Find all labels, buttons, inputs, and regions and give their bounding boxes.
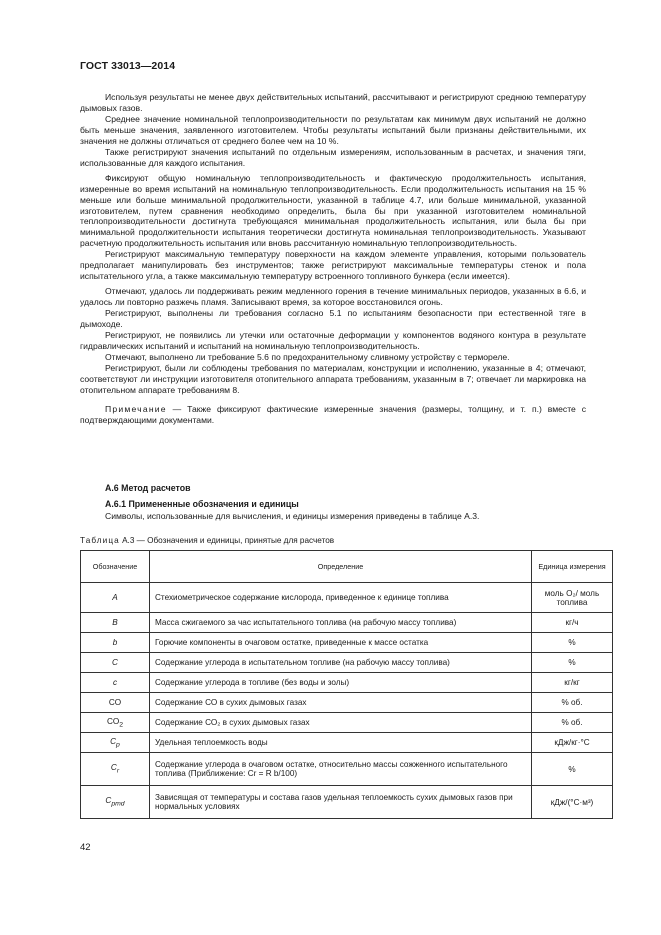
- section-paragraph: Символы, использованные для вычисления, и единицы измерения приведены в таблице А.3.: [105, 511, 480, 521]
- header-definition: Определение: [150, 551, 532, 583]
- cell-definition: Стехиометрическое содержание кислорода, приведенное к единице топлива: [150, 583, 532, 613]
- cell-definition: Горючие компоненты в очаговом остатке, приведенные к массе остатка: [150, 633, 532, 653]
- table-body: [81, 583, 613, 819]
- symbol-text: CO: [106, 716, 120, 726]
- table-caption-label: Таблица: [80, 536, 120, 545]
- paragraph: Регистрируют, были ли соблюдены требования по материалам, конструкции и исполнению, указанные в 4; отмечают, соответствуют ли инструкции изготовителя отопительного аппарата требованиям, указанным в 7; отвечает ли маркировка на отопительном аппарате требованиям 8.: [80, 362, 586, 395]
- cell-unit: % об.: [532, 713, 613, 733]
- cell-definition: Содержание СО в сухих дымовых газах: [150, 693, 532, 713]
- cell-definition: Содержание углерода в очаговом остатке, относительно массы сожженного испытательного топлива (Приближение: Cr = R b/100): [150, 753, 532, 786]
- table-caption-text: А.3 — Обозначения и единицы, принятые для расчетов: [119, 536, 335, 545]
- note-label: Примечание: [105, 403, 167, 414]
- cell-unit: кг/ч: [532, 613, 613, 633]
- subsection-title: А.6.1 Примененные обозначения и единицы: [105, 499, 299, 509]
- cell-definition: Масса сжигаемого за час испытательного топлива (на рабочую массу топлива): [150, 613, 532, 633]
- symbol-text: CO: [108, 698, 122, 707]
- note-text: — Также фиксируют фактические измеренные значения (размеры, толщину, и т. п.) вместе с подтверждающими документами.: [80, 403, 586, 425]
- table-row: [81, 713, 613, 733]
- cell-definition: Содержание углерода в топливе (без воды и золы): [150, 673, 532, 693]
- cell-symbol: [81, 753, 150, 786]
- cell-definition: Содержание углерода в испытательном топливе (на рабочую массу топлива): [150, 653, 532, 673]
- symbol-text: c: [112, 678, 118, 687]
- table-header-row: [81, 551, 613, 583]
- table-row: [81, 786, 613, 819]
- paragraph: Регистрируют, выполнены ли требования согласно 5.1 по испытаниям безопасности при естественной тяге в дымоходе.: [80, 308, 586, 330]
- table-row: [81, 693, 613, 713]
- cell-unit: %: [532, 633, 613, 653]
- table-row: [81, 653, 613, 673]
- document-header: ГОСТ 33013—2014: [80, 60, 176, 72]
- cell-symbol: [81, 653, 150, 673]
- cell-unit: моль О₂/ моль топлива: [532, 583, 613, 613]
- symbol-text: C: [112, 658, 118, 667]
- symbol-text: C: [110, 736, 117, 746]
- symbol-subscript: r: [116, 767, 120, 775]
- symbol-text: B: [112, 618, 118, 627]
- paragraph: Также регистрируют значения испытаний по отдельным измерениям, использованным в расчетах, и значения тяги, использованные для каждого испытания.: [80, 146, 586, 168]
- symbol-subscript: 2: [119, 721, 124, 729]
- paragraph: Регистрируют максимальную температуру поверхности на каждом элементе управления, которыми пользователь предполагает манипулировать без инструментов; также регистрируют максимальные температуры стенок и пола испытательного угла, а также максимальную температуру встроенного топливного бункера (если имеется).: [80, 249, 586, 282]
- symbols-table: [80, 550, 613, 819]
- cell-unit: % об.: [532, 693, 613, 713]
- page-number: 42: [80, 842, 91, 853]
- table-row: [81, 583, 613, 613]
- table-row: [81, 753, 613, 786]
- cell-symbol: [81, 673, 150, 693]
- body-text: [80, 92, 586, 426]
- paragraph: Регистрируют, не появились ли утечки или остаточные деформации у компонентов водяного контура в результате гидравлических испытаний и испытаний на номинальную теплопроизводительность.: [80, 330, 586, 351]
- cell-symbol: [81, 733, 150, 753]
- cell-unit: кг/кг: [532, 673, 613, 693]
- cell-unit: %: [532, 653, 613, 673]
- table-row: [81, 613, 613, 633]
- note: [80, 404, 586, 426]
- cell-unit: %: [532, 753, 613, 786]
- paragraph: Отмечают, выполнено ли требование 5.6 по предохранительному сливному устройству с термореле.: [105, 351, 510, 362]
- table-caption: [80, 536, 334, 545]
- cell-definition: Удельная теплоемкость воды: [150, 733, 532, 753]
- section-title: А.6 Метод расчетов: [105, 483, 191, 493]
- cell-symbol: [81, 693, 150, 713]
- cell-symbol: [81, 786, 150, 819]
- symbol-subscript: pmd: [111, 800, 125, 808]
- paragraph: Среднее значение номинальной теплопроизводительности по результатам как минимум двух испытаний не должно быть меньше значения, заявленного изготовителем. Чтобы результаты испытаний были признаны действительными, их значения не должны отличаться от среднего более чем на 10 %.: [80, 113, 586, 146]
- table-row: [81, 633, 613, 653]
- table-row: [81, 733, 613, 753]
- cell-symbol: [81, 713, 150, 733]
- symbol-text: b: [112, 638, 118, 647]
- table-row: [81, 673, 613, 693]
- symbol-text: C: [105, 796, 112, 806]
- symbol-text: C: [110, 763, 117, 773]
- cell-symbol: [81, 583, 150, 613]
- cell-unit: кДж/(°С·м³): [532, 786, 613, 819]
- symbol-text: A: [112, 593, 118, 602]
- cell-definition: Содержание СО₂ в сухих дымовых газах: [150, 713, 532, 733]
- header-unit: Единица измерения: [532, 551, 613, 583]
- cell-symbol: [81, 633, 150, 653]
- cell-definition: Зависящая от температуры и состава газов удельная теплоемкость сухих дымовых газов при нормальных условиях: [150, 786, 532, 819]
- cell-unit: кДж/кг·°С: [532, 733, 613, 753]
- paragraph: Отмечают, удалось ли поддерживать режим медленного горения в течение минимальных периодов, указанных в 6.6, и удалось ли повторно разжечь пламя. Записывают время, за которое восстановился огонь.: [80, 286, 586, 308]
- cell-symbol: [81, 613, 150, 633]
- symbol-subscript: p: [116, 741, 120, 749]
- paragraph: Фиксируют общую номинальную теплопроизводительность и фактическую продолжительность испытания, измеренные во время испытаний на номинальную теплопроизводительность. Если продолжительность испытания на 15 % меньше или больше минимальной продолжительности, указанной в таблице 4.7, или больше минимальной, указанной изготовителем, путем сравнения необходимо определить, была бы при указанной изготовителем номинальной теплопроизводительности достигнута требующаяся минимальная продолжительность испытания, или была бы при минимальной продолжительности испытания теоретически достигнута номинальная теплопроизводительность. Указывают расчетную продолжительность испытания или вновь рассчитанную номинальную теплопроизводительность.: [80, 172, 586, 249]
- header-symbol: Обозначение: [81, 551, 150, 583]
- paragraph: Используя результаты не менее двух действительных испытаний, рассчитывают и регистрируют среднюю температуру дымовых газов.: [80, 92, 586, 113]
